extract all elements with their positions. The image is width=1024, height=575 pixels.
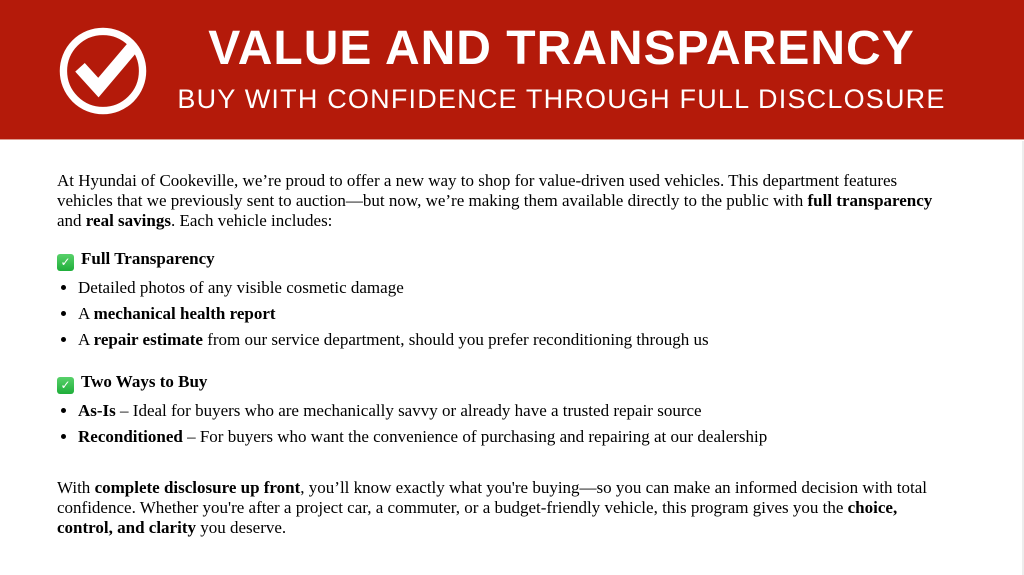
list-item: • As-Is – Ideal for buyers who are mechanically savvy or already have a trusted repair source (78, 401, 956, 421)
section-heading-label: Full Transparency (81, 249, 215, 268)
header-banner (0, 0, 1024, 140)
section-heading-label: Two Ways to Buy (81, 372, 208, 391)
list-item: • A repair estimate from our service department, should you prefer reconditioning through us (78, 330, 956, 350)
section-heading (57, 372, 956, 394)
page-subtitle: BUY WITH CONFIDENCE THROUGH FULL DISCLOSURE (177, 83, 946, 114)
page-title: VALUE AND TRANSPARENCY (208, 22, 915, 76)
bullet-list (57, 401, 956, 447)
list-item: • Detailed photos of any visible cosmetic damage (78, 278, 956, 298)
content-area (0, 140, 1024, 538)
section-full-transparency (57, 249, 956, 350)
check-box-emoji: ✓ (57, 377, 74, 394)
bullet-list (57, 278, 956, 350)
section-heading (57, 249, 956, 271)
section-two-ways-to-buy (57, 372, 956, 447)
outro-paragraph: With complete disclosure up front, you’ll know exactly what you're buying—so you can make an informed decision with total confidence. Whether you're after a project car, a commuter, or a budget-friendly vehicle, this program gives you the choice, control, and clarity you deserve. (57, 478, 928, 537)
intro-paragraph: At Hyundai of Cookeville, we’re proud to offer a new way to shop for value-driven used vehicles. This department features vehicles that we previously sent to auction—but now, we’re making them available directly to the public with full transparency and real savings. Each vehicle includes: (57, 171, 933, 230)
list-item: • A mechanical health report (78, 304, 956, 324)
check-circle-icon (57, 25, 149, 117)
check-box-emoji: ✓ (57, 254, 74, 271)
banner-text-block (149, 24, 1024, 114)
list-item: • Reconditioned – For buyers who want the convenience of purchasing and repairing at our dealership (78, 427, 956, 447)
